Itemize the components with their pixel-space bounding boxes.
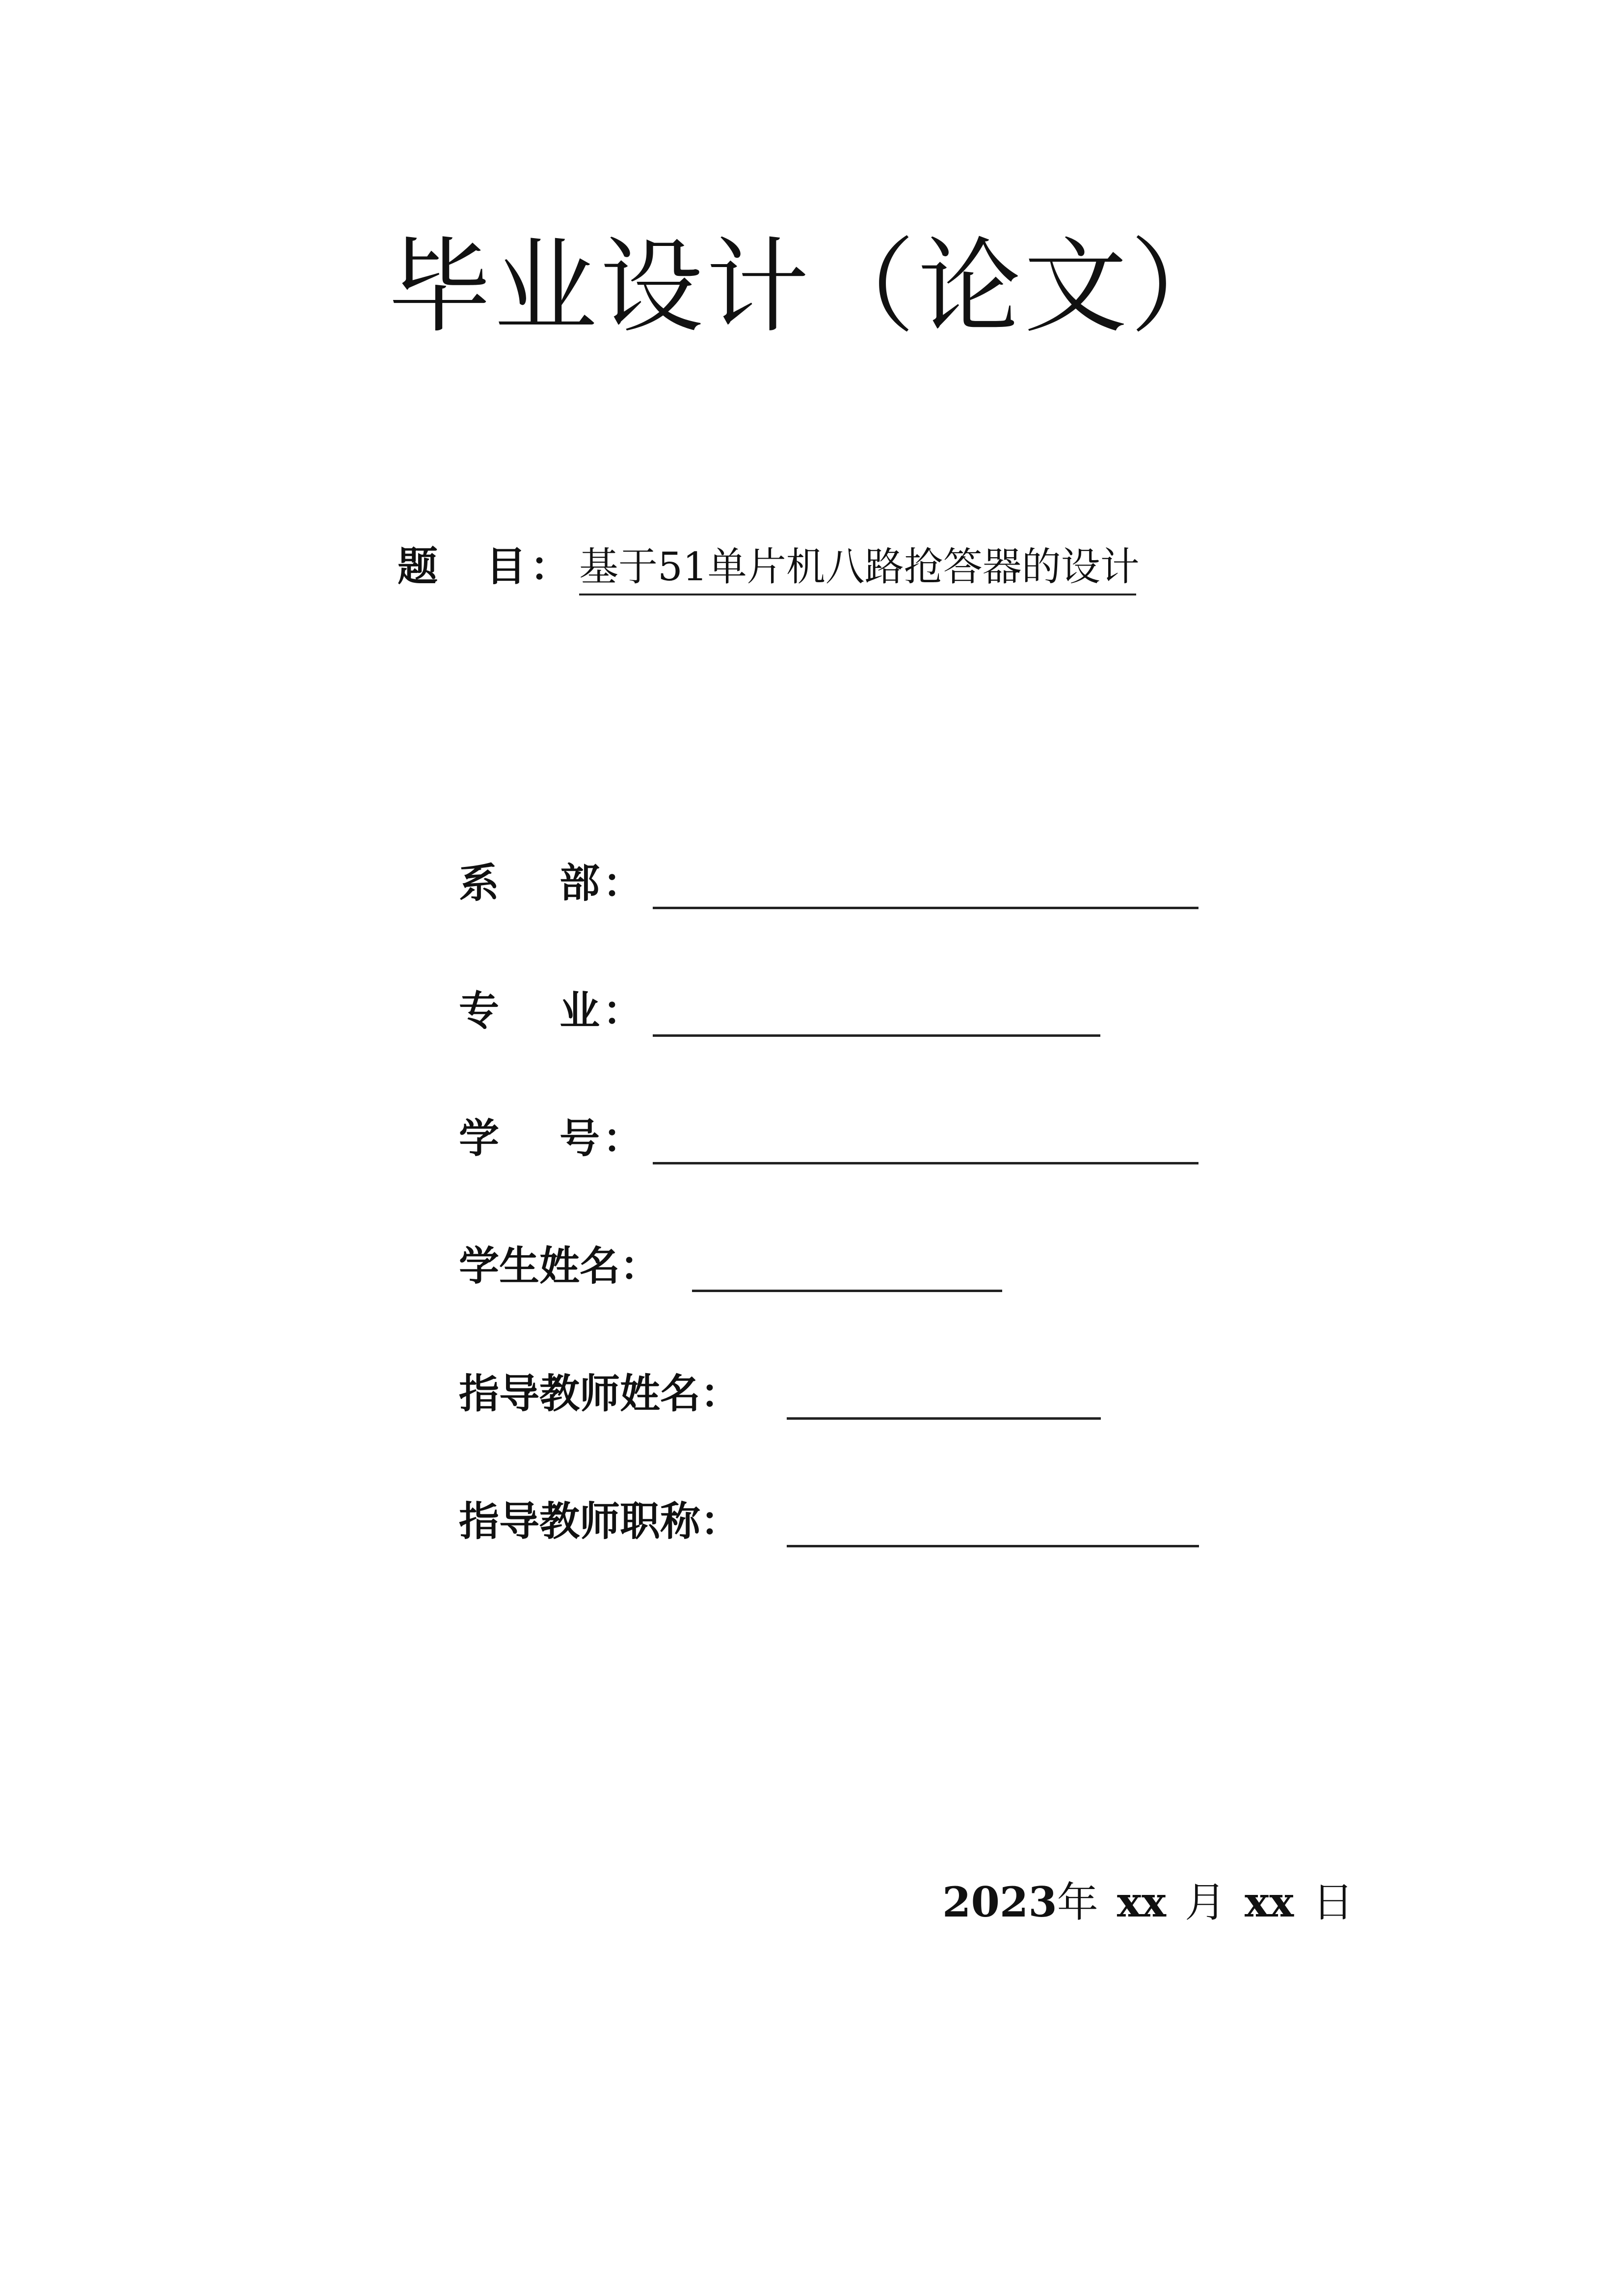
major-input-line[interactable]: [653, 1034, 1100, 1037]
date-year-unit: 年: [1057, 1878, 1098, 1926]
student-id-input-line[interactable]: [653, 1162, 1198, 1164]
department-input-line[interactable]: [653, 907, 1198, 909]
student-name-label: 学生姓名：: [459, 1243, 661, 1290]
advisor-title-input-line[interactable]: [787, 1545, 1199, 1547]
major-label-char1: 专: [459, 988, 500, 1034]
document-title: 毕业设计（论文）: [388, 227, 1236, 347]
student-id-label-char1: 学: [459, 1115, 500, 1162]
student-id-label-char2: 号: [559, 1115, 600, 1162]
advisor-name-label: 指导教师姓名：: [459, 1371, 741, 1417]
date-day-unit: 日: [1312, 1878, 1354, 1926]
date-day: xx: [1245, 1878, 1294, 1926]
date-line: [942, 1870, 1354, 1934]
topic-underline: [579, 594, 1136, 595]
date-month-unit: 月: [1184, 1878, 1226, 1926]
date-year: 2023: [942, 1878, 1057, 1926]
topic-label-char1: 题: [398, 543, 438, 590]
topic-label-colon: ：: [530, 543, 571, 590]
advisor-title-label: 指导教师职称：: [459, 1498, 741, 1545]
student-id-label-colon: ：: [603, 1115, 643, 1162]
topic-label-char2: 目: [486, 543, 527, 590]
department-label-colon: ：: [603, 860, 643, 907]
advisor-name-input-line[interactable]: [787, 1417, 1101, 1420]
date-month: xx: [1117, 1878, 1166, 1926]
major-label-char2: 业: [559, 988, 600, 1034]
department-label-char1: 系: [459, 860, 500, 907]
major-label-colon: ：: [603, 988, 643, 1034]
department-label-char2: 部: [559, 860, 600, 907]
student-name-input-line[interactable]: [692, 1290, 1002, 1292]
topic-value: 基于51单片机八路抢答器的设计: [579, 544, 1140, 590]
